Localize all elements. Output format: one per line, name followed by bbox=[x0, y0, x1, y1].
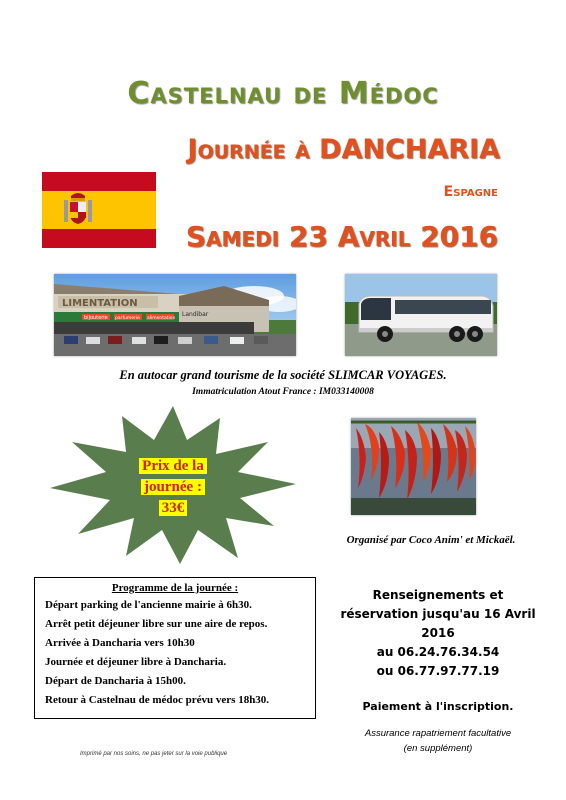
coach-bus-photo bbox=[345, 274, 497, 356]
event-title: Journée à DANCHARIA bbox=[187, 134, 500, 165]
transport-line: En autocar grand tourisme de la société SLIMCAR VOYAGES. bbox=[119, 368, 447, 382]
price-label-line1: Prix de la bbox=[139, 458, 207, 474]
svg-text:parfumerie: parfumerie bbox=[115, 316, 140, 321]
svg-text:Landibar: Landibar bbox=[182, 311, 209, 318]
country-label: Espagne bbox=[443, 184, 498, 200]
price-amount: 33€ bbox=[159, 500, 188, 516]
insurance-line: (en supplément) bbox=[403, 743, 473, 754]
footer-note: Imprimé par nos soins, ne pas jeter sur la voie publique bbox=[80, 751, 228, 757]
peppers-photo bbox=[351, 418, 476, 515]
price-label-line2: journée : bbox=[141, 479, 205, 495]
organizer-line: Organisé par Coco Anim' et Mickaël. bbox=[346, 534, 516, 546]
info-line: 2016 bbox=[421, 626, 455, 640]
program-item: Journée et déjeuner libre à Dancharia. bbox=[45, 656, 227, 668]
payment-note: Paiement à l'inscription. bbox=[362, 700, 514, 713]
insurance-note bbox=[328, 726, 548, 756]
event-date: Samedi 23 Avril 2016 bbox=[185, 220, 498, 253]
svg-text:bijouterie: bijouterie bbox=[84, 315, 108, 321]
page-title: Castelnau de Médoc bbox=[127, 76, 439, 111]
insurance-line: Assurance rapatriement facultative bbox=[364, 728, 512, 739]
info-line: réservation jusqu'au 16 Avril bbox=[340, 607, 536, 621]
program-item: Retour à Castelnau de médoc prévu vers 18h30. bbox=[45, 694, 270, 706]
program-box bbox=[34, 577, 316, 719]
registration-line: Immatriculation Atout France : IM033140008 bbox=[192, 387, 374, 397]
phone-number: au 06.24.76.34.54 bbox=[376, 645, 500, 659]
program-item: Arrêt petit déjeuner libre sur une aire de repos. bbox=[45, 618, 268, 630]
program-heading: Programme de la journée : bbox=[111, 582, 239, 594]
spain-flag bbox=[42, 172, 156, 248]
svg-text:LIMENTATION: LIMENTATION bbox=[62, 298, 138, 309]
phone-number: ou 06.77.97.77.19 bbox=[376, 664, 500, 678]
program-item: Départ de Dancharia à 15h00. bbox=[45, 675, 186, 687]
contact-info bbox=[328, 586, 548, 681]
info-line: Renseignements et bbox=[372, 588, 504, 602]
program-item: Arrivée à Dancharia vers 10h30 bbox=[45, 637, 195, 649]
program-item: Départ parking de l'ancienne mairie à 6h30. bbox=[45, 599, 252, 611]
svg-text:alimentation: alimentation bbox=[147, 316, 176, 321]
shopping-center-photo bbox=[54, 274, 296, 356]
price-box bbox=[110, 456, 236, 519]
